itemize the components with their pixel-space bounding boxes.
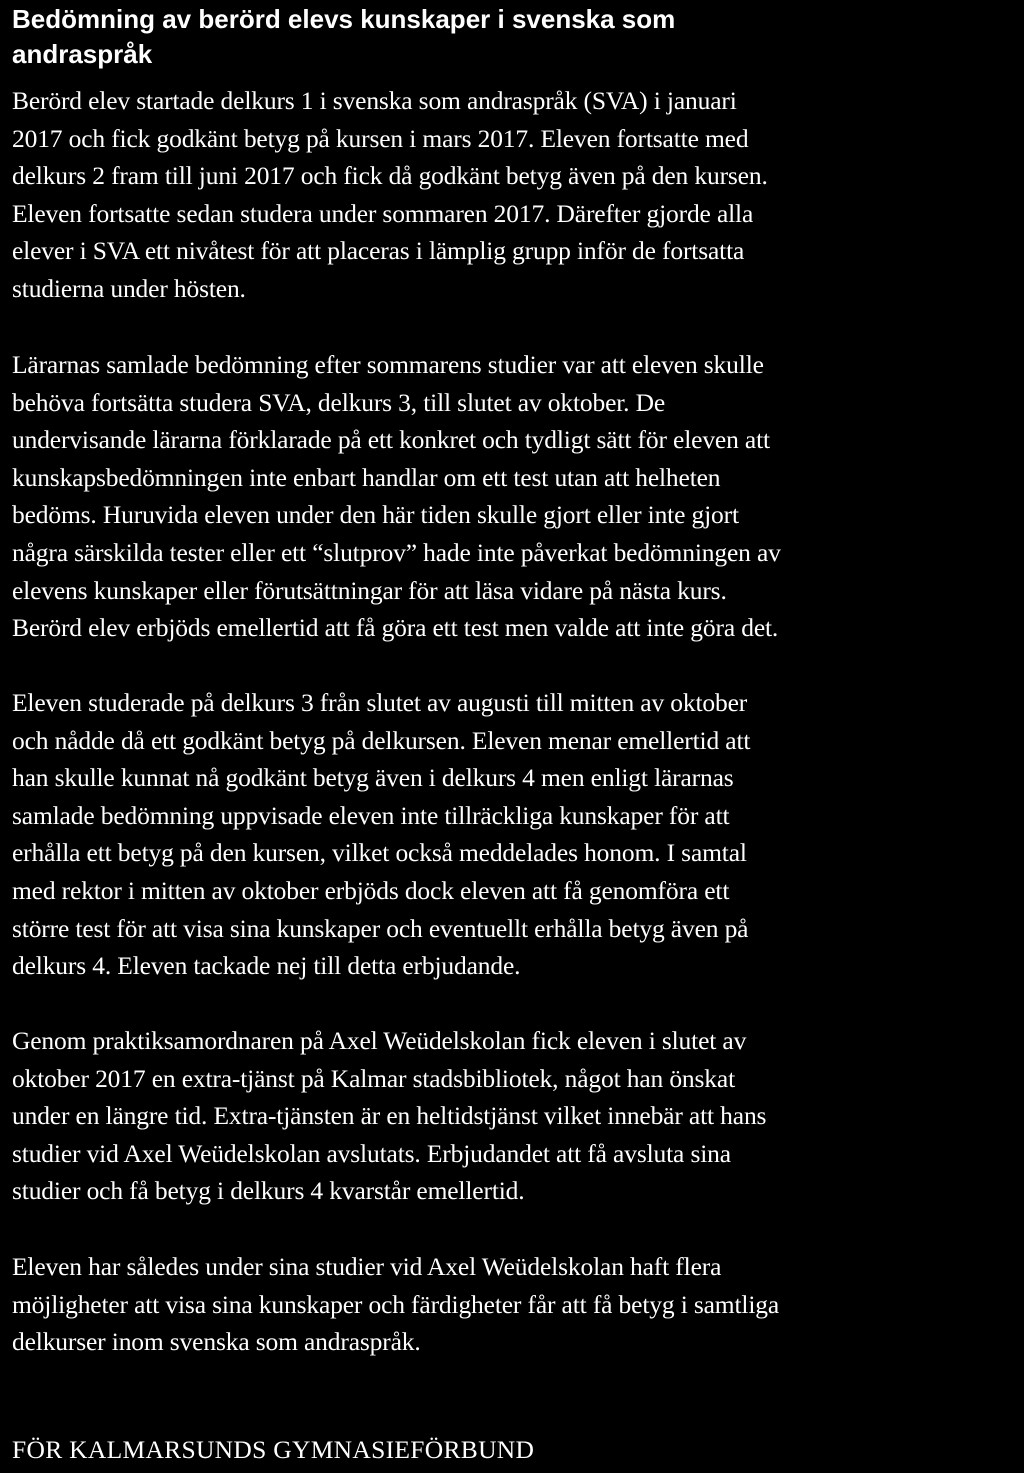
paragraph-4 [12, 1022, 1017, 1210]
paragraph-line: han skulle kunnat nå godkänt betyg även i delkurs 4 men enligt lärarnas [12, 763, 734, 793]
paragraph-line: undervisande lärarna förklarade på ett konkret och tydligt sätt för eleven att [12, 425, 770, 455]
paragraph-line: oktober 2017 en extra-tjänst på Kalmar stadsbibliotek, något han önskat [12, 1063, 735, 1093]
paragraph-line: studier vid Axel Weüdelskolan avslutats. Erbjudandet att få avsluta sina [12, 1138, 731, 1168]
paragraph-line: Eleven studerade på delkurs 3 från slutet av augusti till mitten av oktober [12, 688, 748, 717]
paragraph-line: Berörd elev startade delkurs 1 i svenska som andraspråk (SVA) i januari [12, 86, 737, 115]
paragraph-line: 2017 och fick godkänt betyg på kursen i mars 2017. Eleven fortsatte med [12, 123, 749, 153]
paragraph-3 [12, 684, 1017, 985]
paragraph-line: erhålla ett betyg på den kursen, vilket också meddelades honom. I samtal [12, 838, 747, 868]
paragraph-line: delkurs 2 fram till juni 2017 och fick då godkänt betyg även på den kursen. [12, 161, 768, 191]
paragraph-line: bedöms. Huruvida eleven under den här tiden skulle gjort eller inte gjort [12, 500, 739, 530]
paragraph-2 [12, 346, 1017, 647]
document-heading [12, 2, 992, 72]
paragraph-line: Eleven fortsatte sedan studera under sommaren 2017. Därefter gjorde alla [12, 198, 754, 228]
paragraph-1 [12, 82, 1017, 308]
paragraph-line: större test för att visa sina kunskaper och eventuellt erhålla betyg även på [12, 913, 749, 943]
heading-line: Bedömning av berörd elevs kunskaper i svenska som [12, 4, 676, 34]
paragraph-line: studier och få betyg i delkurs 4 kvarstår emellertid. [12, 1176, 525, 1206]
paragraph-line: samlade bedömning uppvisade eleven inte tillräckliga kunskaper för att [12, 800, 730, 830]
paragraph-line: elever i SVA ett nivåtest för att placeras i lämplig grupp inför de fortsatta [12, 236, 745, 266]
paragraph-line: möjligheter att visa sina kunskaper och färdigheter får att få betyg i samtliga [12, 1289, 780, 1319]
paragraph-line: kunskapsbedömningen inte enbart handlar om ett test utan att helheten [12, 462, 721, 492]
paragraph-5 [12, 1248, 1017, 1361]
paragraph-line: med rektor i mitten av oktober erbjöds dock eleven att få genomföra ett [12, 875, 730, 905]
paragraph-line: behöva fortsätta studera SVA, delkurs 3, till slutet av oktober. De [12, 387, 666, 417]
paragraph-line: Lärarnas samlade bedömning efter sommarens studier var att eleven skulle [12, 350, 764, 379]
signature-line: FÖR KALMARSUNDS GYMNASIEFÖRBUND [12, 1435, 535, 1464]
paragraph-line: delkurser inom svenska som andraspråk. [12, 1327, 421, 1357]
heading-line: andraspråk [12, 39, 153, 69]
paragraph-line: elevens kunskaper eller förutsättningar för att läsa vidare på nästa kurs. [12, 575, 727, 605]
paragraph-line: några särskilda tester eller ett “slutprov” hade inte påverkat bedömningen av [12, 537, 781, 567]
paragraph-line: delkurs 4. Eleven tackade nej till detta erbjudande. [12, 951, 521, 981]
paragraph-line: studierna under hösten. [12, 273, 246, 303]
paragraph-line: under en längre tid. Extra-tjänsten är en heltidstjänst vilket innebär att hans [12, 1101, 767, 1131]
paragraph-line: Eleven har således under sina studier vid Axel Weüdelskolan haft flera [12, 1252, 722, 1281]
paragraph-line: och nådde då ett godkänt betyg på delkursen. Eleven menar emellertid att [12, 725, 751, 755]
paragraph-line: Berörd elev erbjöds emellertid att få göra ett test men valde att inte göra det. [12, 613, 779, 643]
paragraph-line: Genom praktiksamordnaren på Axel Weüdelskolan fick eleven i slutet av [12, 1026, 747, 1055]
